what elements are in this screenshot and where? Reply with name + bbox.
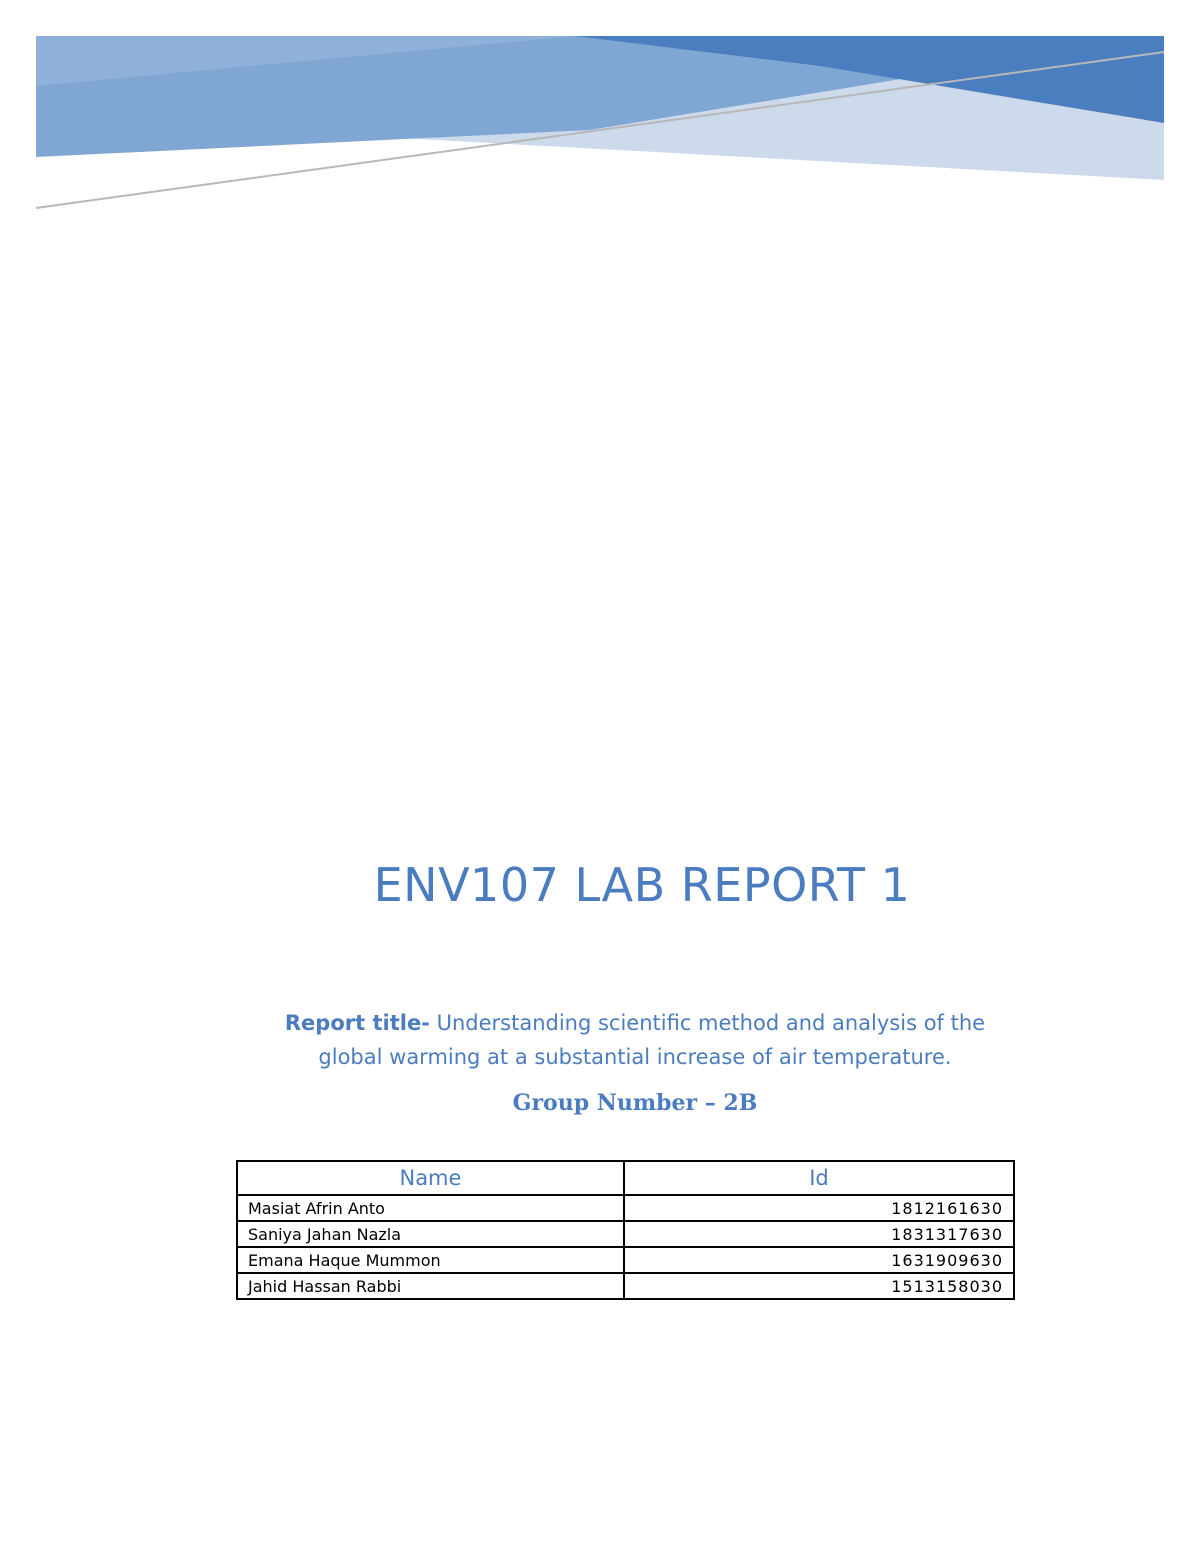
column-header-id: Id <box>624 1161 1014 1195</box>
report-title <box>250 1006 1020 1074</box>
member-id: 1831317630 <box>624 1221 1014 1247</box>
group-number: Group Number – 2B <box>512 1090 758 1116</box>
column-header-name: Name <box>237 1161 624 1195</box>
table-row <box>237 1247 1014 1273</box>
table-row <box>237 1273 1014 1299</box>
members-table <box>236 1160 1015 1300</box>
member-name: Saniya Jahan Nazla <box>237 1221 624 1247</box>
report-title-label: Report title- <box>284 1011 430 1035</box>
member-id: 1631909630 <box>624 1247 1014 1273</box>
table-row <box>237 1195 1014 1221</box>
member-id: 1812161630 <box>624 1195 1014 1221</box>
report-title-text: Understanding scientific method and analysis of the global warming at a substantial increase of air temperature. <box>318 1011 986 1069</box>
table-header-row <box>237 1161 1014 1195</box>
member-id: 1513158030 <box>624 1273 1014 1299</box>
member-name: Masiat Afrin Anto <box>237 1195 624 1221</box>
table-row <box>237 1221 1014 1247</box>
member-name: Jahid Hassan Rabbi <box>237 1273 624 1299</box>
report-heading: ENV107 LAB REPORT 1 <box>373 858 911 912</box>
header-banner <box>0 0 1200 230</box>
member-name: Emana Haque Mummon <box>237 1247 624 1273</box>
